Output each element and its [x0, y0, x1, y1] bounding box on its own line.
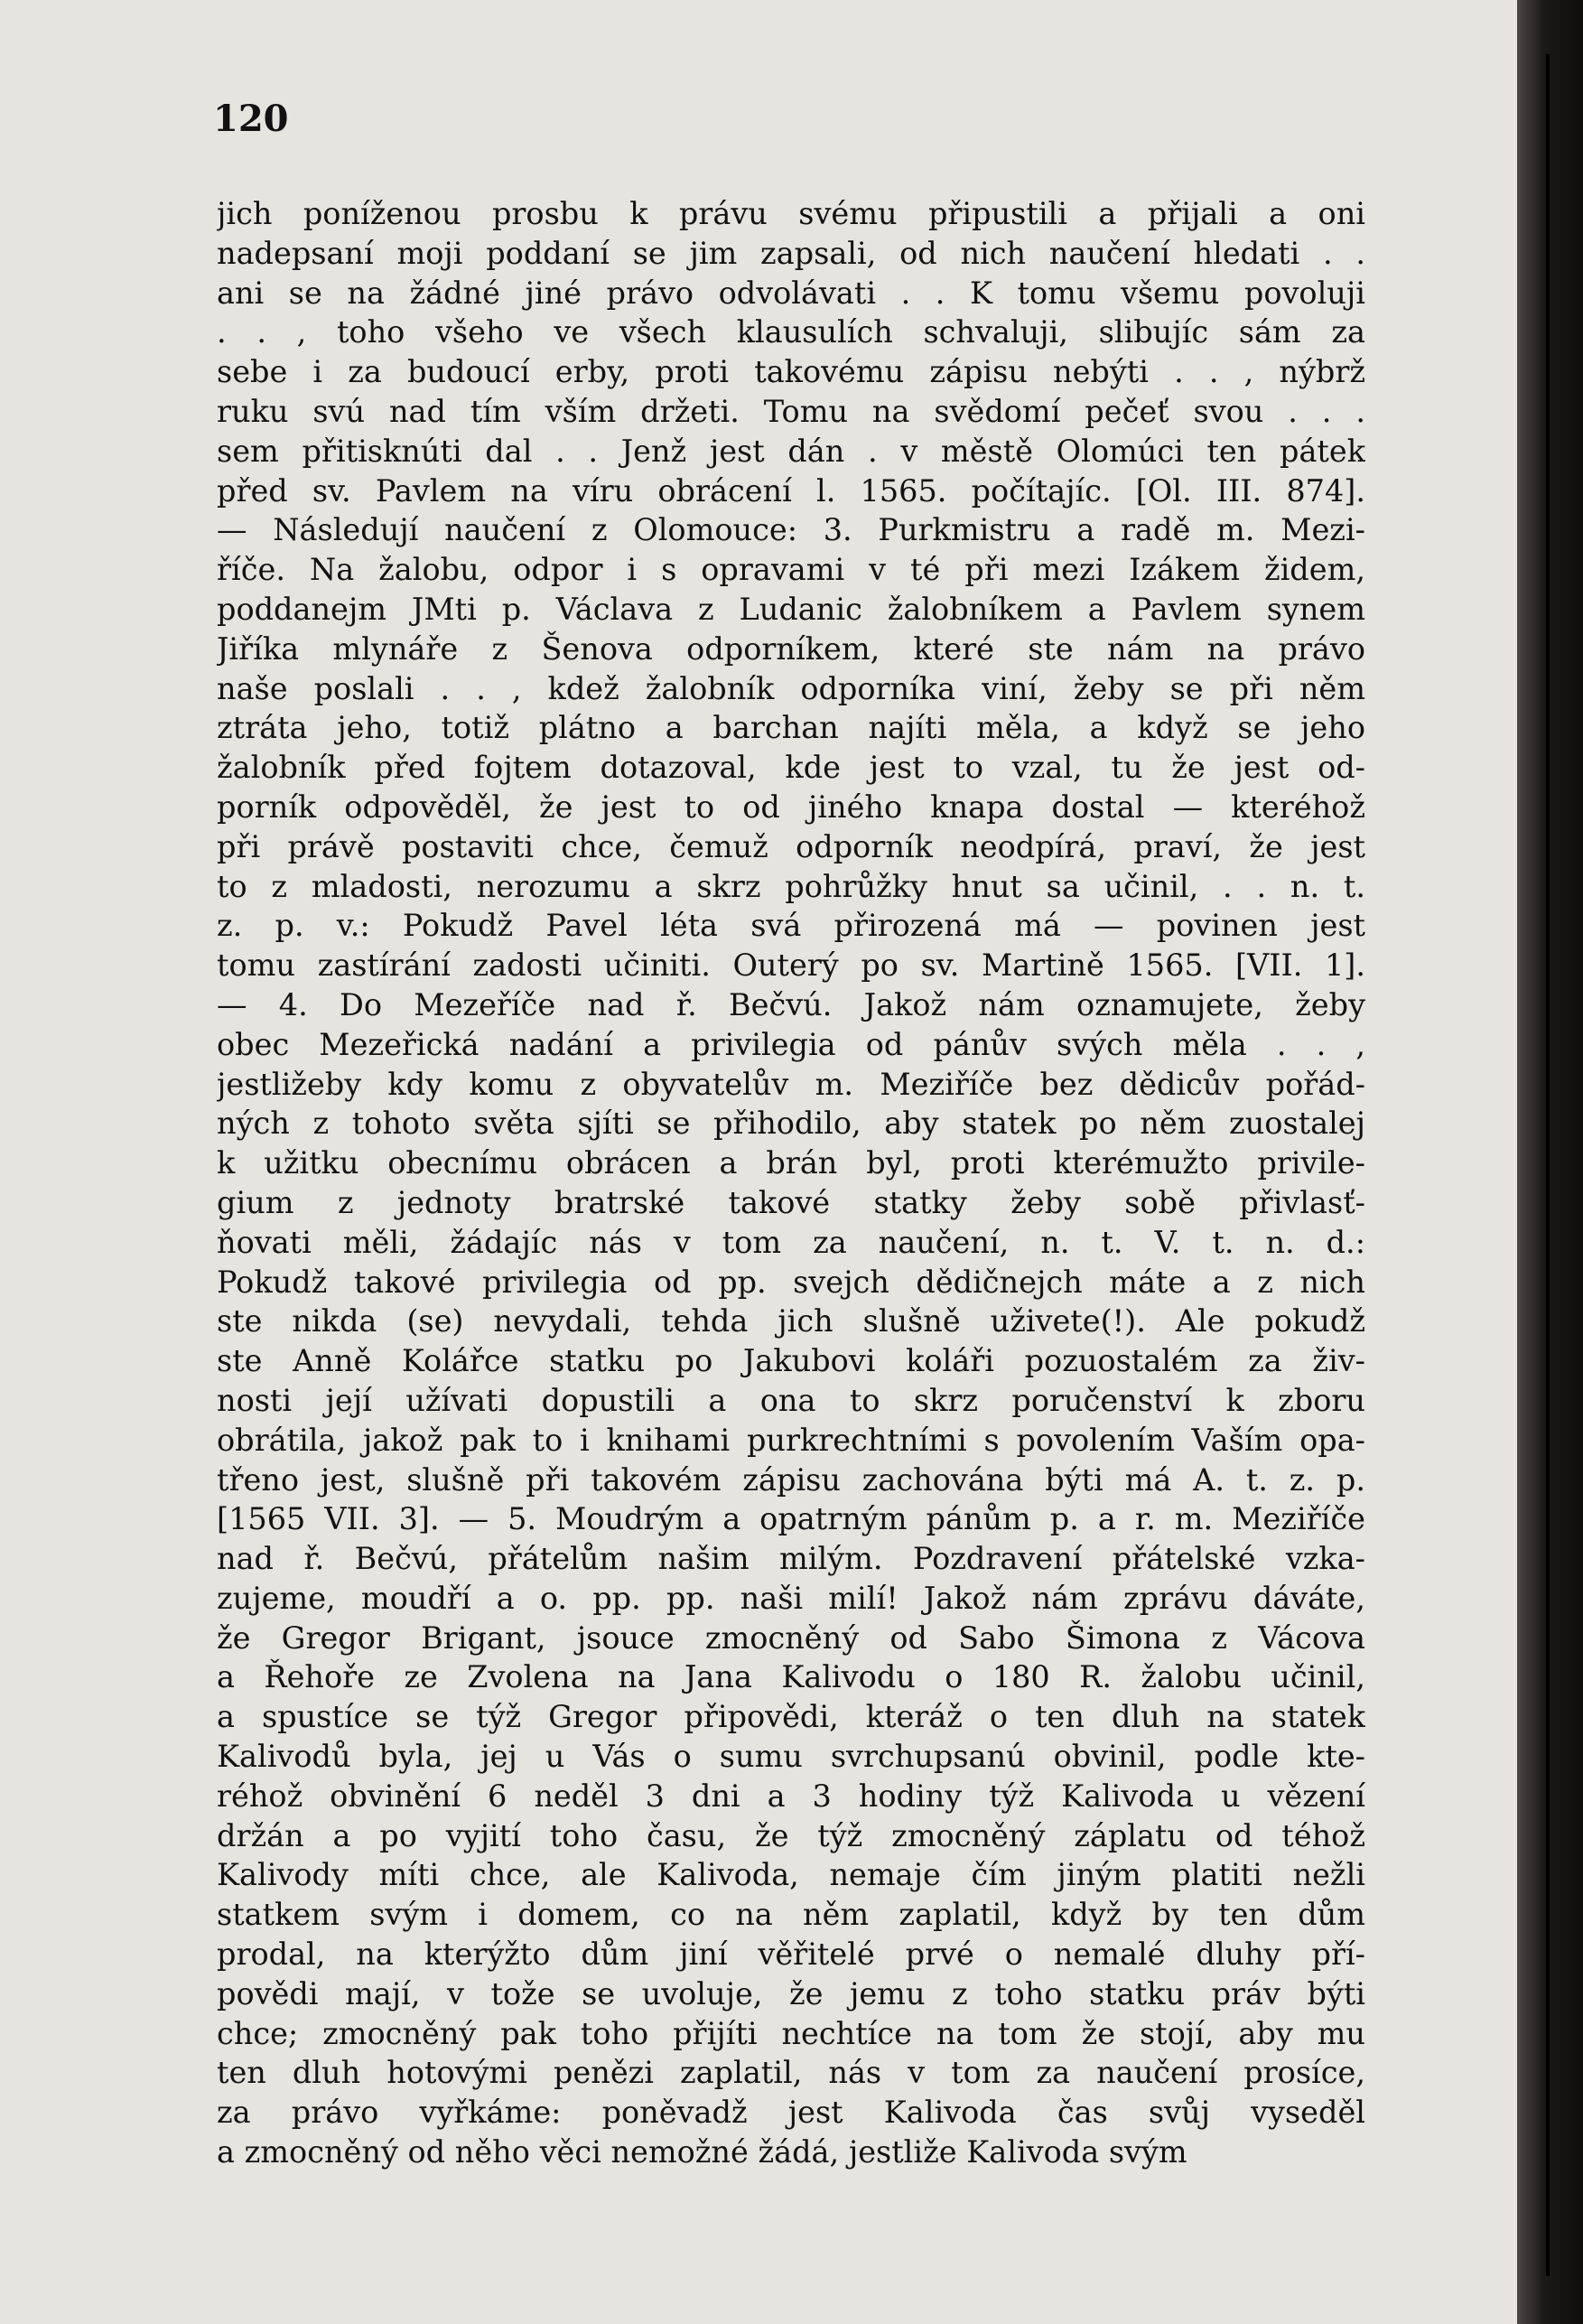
text-line: ste nikda (se) nevydali, tehda jich slušně uživete(!). Ale pokudž	[217, 1303, 1365, 1339]
text-line: sem přitisknúti dal . . Jenž jest dán . v městě Olomúci ten pátek	[217, 433, 1365, 469]
text-line: k užitku obecnímu obrácen a brán byl, proti kterémužto privile-	[217, 1145, 1365, 1181]
text-line: gium z jednoty bratrské takové statky žeby sobě přivlasť-	[217, 1184, 1365, 1220]
text-line: naše poslali . . , kdež žalobník odporníka viní, žeby se při něm	[217, 670, 1365, 706]
text-line: ste Anně Kolářce statku po Jakubovi koláři pozuostalém za živ-	[217, 1343, 1365, 1379]
text-line: nosti její užívati dopustili a ona to skrz poručenství k zboru	[217, 1382, 1365, 1418]
text-line: držán a po vyjití toho času, že týž zmocněný záplatu od téhož	[217, 1817, 1365, 1853]
text-line: říče. Na žalobu, odpor i s opravami v té při mezi Izákem židem,	[217, 552, 1365, 588]
text-line: jestližeby kdy komu z obyvatelův m. Meziříče bez dědicův pořád-	[217, 1066, 1365, 1102]
text-line: Kalivody míti chce, ale Kalivoda, nemaje čím jiným platiti nežli	[217, 1857, 1365, 1893]
text-line: tomu zastírání zadosti učiniti. Outerý po sv. Martině 1565. [VII. 1].	[217, 947, 1365, 984]
text-line: poddanejm JMti p. Václava z Ludanic žalobníkem a Pavlem synem	[217, 591, 1365, 627]
text-line: chce; zmocněný pak toho přijíti nechtíce na tom že stojí, aby mu	[217, 2015, 1365, 2051]
text-line: Kalivodů byla, jej u Vás o sumu svrchupsanú obvinil, podle kte-	[217, 1739, 1365, 1775]
text-line: obrátila, jakož pak to i knihami purkrechtními s povolením Vaším opa-	[217, 1422, 1365, 1458]
gutter-edge	[1546, 54, 1550, 2276]
text-line: Jiříka mlynáře z Šenova odporníkem, které ste nám na právo	[217, 630, 1365, 667]
text-line: při právě postaviti chce, čemuž odporník neodpírá, praví, že jest	[217, 828, 1365, 864]
text-line: Pokudž takové privilegia od pp. svejch dědičnejch máte a z nich	[217, 1264, 1365, 1300]
text-line: třeno jest, slušně při takovém zápisu zachována býti má A. t. z. p.	[217, 1461, 1365, 1498]
text-line: nadepsaní moji poddaní se jim zapsali, od nich naučení hledati . .	[217, 235, 1365, 271]
text-line: žalobník před fojtem dotazoval, kde jest to vzal, tu že jest od-	[217, 750, 1365, 786]
text-line: jich poníženou prosbu k právu svému připustili a přijali a oni	[217, 196, 1365, 231]
text-line: statkem svým i domem, co na něm zaplatil, když by ten dům	[217, 1897, 1365, 1933]
text-line: to z mladosti, nerozumu a skrz pohrůžky hnut sa učinil, . . n. t.	[217, 868, 1365, 904]
text-line: ztráta jeho, totiž plátno a barchan najíti měla, a když se jeho	[217, 710, 1365, 746]
text-line: . . , toho všeho ve všech klausulích schvaluji, slibujíc sám za	[217, 314, 1365, 350]
text-line: ruku svú nad tím vším držeti. Tomu na svědomí pečeť svou . . .	[217, 393, 1365, 429]
text-line: — Následují naučení z Olomouce: 3. Purkmistru a radě m. Mezi-	[217, 512, 1365, 548]
text-line: a spustíce se týž Gregor připovědi, kteráž o ten dluh na statek	[217, 1699, 1365, 1735]
text-line: [1565 VII. 3]. — 5. Moudrým a opatrným pánům p. a r. m. Meziříče	[217, 1501, 1365, 1537]
book-gutter	[1517, 0, 1583, 2324]
text-line: nad ř. Bečvú, přátelům našim milým. Pozdravení přátelské vzka-	[217, 1541, 1365, 1577]
text-line: ných z tohoto světa sjíti se přihodilo, aby statek po něm zuostalej	[217, 1106, 1365, 1142]
text-line: za právo vyřkáme: poněvadž jest Kalivoda čas svůj vyseděl	[217, 2095, 1365, 2131]
text-line: obec Mezeřická nadání a privilegia od pánův svých měla . . ,	[217, 1026, 1365, 1062]
text-line: a Řehoře ze Zvolena na Jana Kalivodu o 180 R. žalobu učinil,	[217, 1659, 1365, 1695]
text-line: réhož obvinění 6 neděl 3 dni a 3 hodiny týž Kalivoda u vězení	[217, 1778, 1365, 1814]
text-line: před sv. Pavlem na víru obrácení l. 1565. počítajíc. [Ol. III. 874].	[217, 472, 1365, 509]
text-line: — 4. Do Mezeříče nad ř. Bečvú. Jakož nám oznamujete, žeby	[217, 986, 1365, 1022]
text-line: z. p. v.: Pokudž Pavel léta svá přirozená má — povinen jest	[217, 908, 1365, 944]
text-line: povědi mají, v tože se uvoluje, že jemu z toho statku práv býti	[217, 1975, 1365, 2011]
text-line: a zmocněný od něho věci nemožné žádá, jestliže Kalivoda svým	[217, 2134, 1187, 2170]
body-text	[217, 194, 1365, 2172]
text-line: porník odpověděl, že jest to od jiného knapa dostal — kteréhož	[217, 789, 1365, 825]
text-line: sebe i za budoucí erby, proti takovému zápisu nebýti . . , nýbrž	[217, 354, 1365, 390]
text-line: ten dluh hotovými penězi zaplatil, nás v tom za naučení prosíce,	[217, 2055, 1365, 2091]
text-line: že Gregor Brigant, jsouce zmocněný od Sabo Šimona z Vácova	[217, 1619, 1365, 1656]
text-line: ňovati měli, žádajíc nás v tom za naučení, n. t. V. t. n. d.:	[217, 1224, 1365, 1260]
text-line: ani se na žádné jiné právo odvolávati . . K tomu všemu povoluji	[217, 275, 1365, 311]
text-line: zujeme, moudří a o. pp. pp. naši milí! Jakož nám zprávu dáváte,	[217, 1580, 1365, 1616]
text-line: prodal, na kterýžto dům jiní věřitelé prvé o nemalé dluhy pří-	[217, 1937, 1365, 1973]
page-number: 120	[213, 98, 289, 140]
